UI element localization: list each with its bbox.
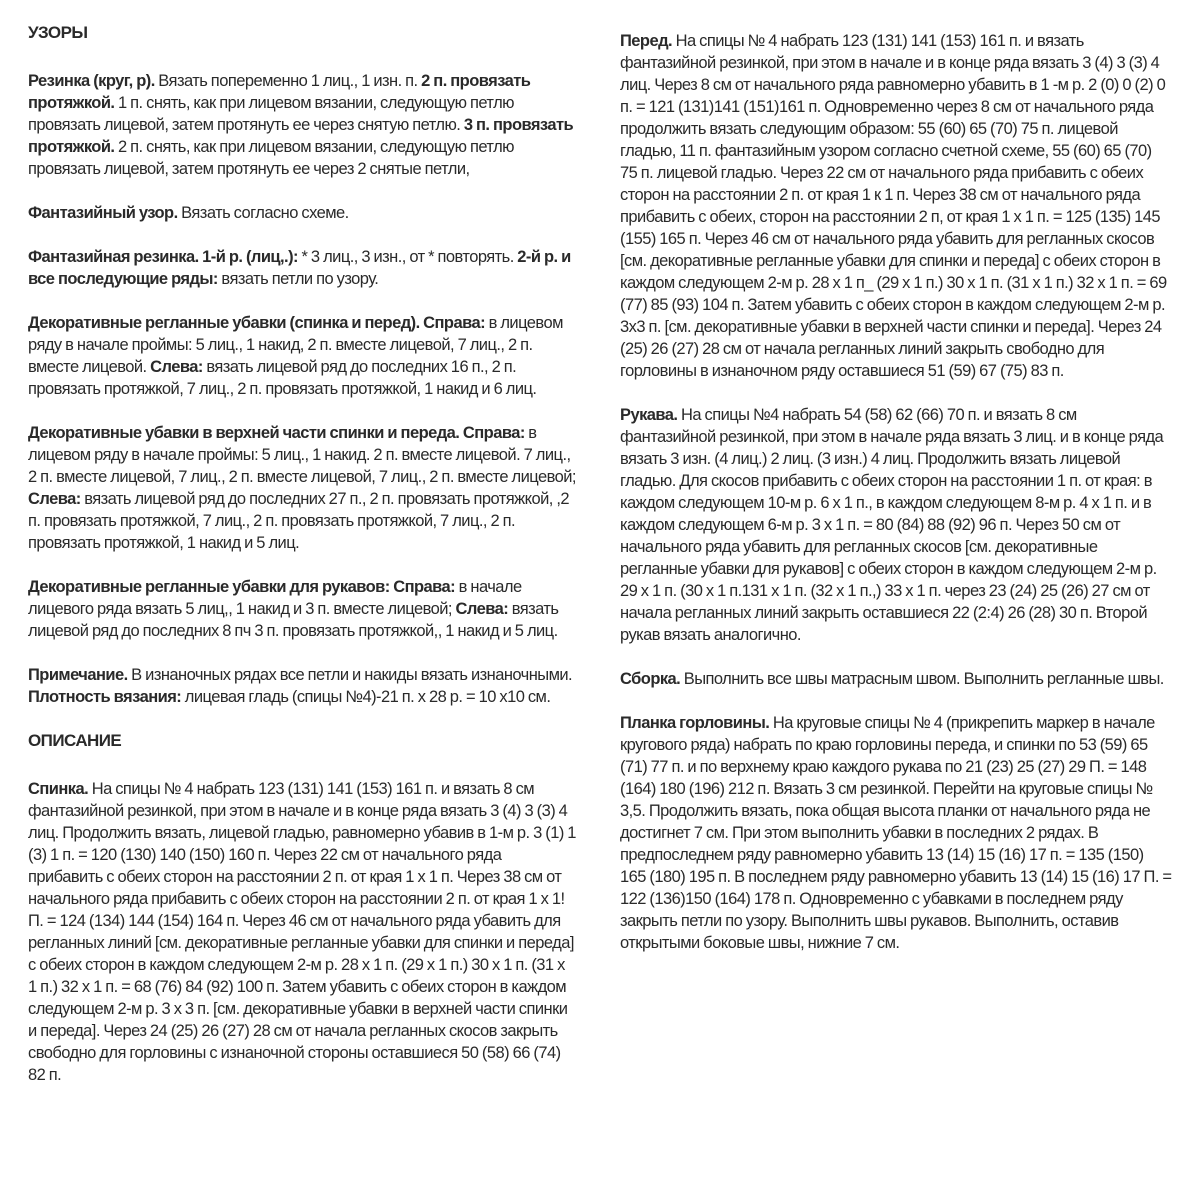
text: вязать лицевой ряд до последних 8 пч 3 п. провязать протяжкой,, 1 накид и 5 лиц. [28, 600, 559, 640]
term-left: Слева: [150, 358, 203, 376]
text: 2 п. снять, как при лицевом вязании, следующую петлю провязать лицевой, затем протянуть ее через 2 снятые петли, [28, 138, 514, 178]
text: * 3 лиц., 3 изн., от * повторять. [297, 248, 518, 266]
paragraph-sleeves [620, 404, 1172, 646]
text: вязать лицевой ряд до последних 27 п., 2 п. провязать протяжкой, ,2 п. провязать протяжкой, 7 лиц., 2 п. провязать протяжкой, 7 лиц., 2 п. провязать протяжкой, 1 накид и 5 лиц. [28, 490, 570, 552]
term-fancy-ribbing: Фантазийная резинка. 1-й р. (лиц,.): [28, 248, 298, 266]
term-note: Примечание. [28, 666, 128, 684]
paragraph-raglan-decreases-sleeves [28, 576, 576, 642]
text: На спицы № 4 набрать 123 (131) 141 (153) 161 п. и вязать 8 см фантазийной резинкой, при этом в начале и в конце ряда вязать 3 (4) 3 (3) 4 лиц. Продолжить вязать, лицевой гладью, равномерно убавив в 1-м р. 3 (1) 1 (3) 1 п. = 120 (130) 140 (150) 160 п. Через 22 см от начального ряда прибавить с обеих сторон на расстоянии 2 п. от края 1 х 1 п. Через 38 см от начального ряда прибавить с обеих сторон на расстоянии 2 п. от края 1 х 1! П. = 124 (134) 144 (154) 164 п. Через 46 см от начального ряда убавить для регланных линий [см. декоративные регланные убавки для спинки и переда] с обеих сторон в каждом следующем 2-м р. 28 х 1 п. (29 х 1 п.) 30 х 1 п. (31 х 1 п.) 32 х 1 п. = 68 (76) 84 (92) 100 п. Затем убавить с обеих сторон в каждом следующем 2-м р. 3 х 3 п. [см. декоративные убавки в верхней части спинки и переда]. Через 24 (25) 26 (27) 28 см от начала регланных скосов закрыть свободно для горловины с изнаночной стороны оставшиеся 50 (58) 66 (74) 82 п. [28, 780, 576, 1084]
term-upper-decreases: Декоративные убавки в верхней части спинки и переда. Справа: [28, 424, 525, 442]
term-sleeves: Рукава. [620, 406, 678, 424]
term-3-sts-slip-knit-pass: 3 п. провязать протяжкой. [28, 116, 574, 156]
heading-patterns: УЗОРЫ [28, 23, 88, 42]
text: вязать лицевой ряд до последних 16 п., 2 п. провязать протяжкой, 7 лиц., 2 п. провязать протяжкой, 1 накид и 6 лиц. [28, 358, 537, 398]
term-left: Слева: [455, 600, 509, 618]
term-assembly: Сборка. [620, 670, 681, 688]
text: Вязать попеременно 1 лиц., 1 изн. п. [154, 72, 422, 90]
term-ribbing-round: Резинка (круг, р). [28, 72, 155, 90]
text: вязать петли по узору. [217, 270, 379, 288]
left-column [28, 22, 576, 1108]
paragraph-back [28, 778, 576, 1086]
term-row-2: 2-й р. и все последующие ряды: [28, 248, 571, 288]
heading-description: ОПИСАНИЕ [28, 731, 122, 750]
term-gauge: Плотность вязания: [28, 688, 182, 706]
term-2-sts-slip-knit-pass: 2 п. провязать протяжкой. [28, 72, 531, 112]
term-left: Слева: [28, 490, 81, 508]
paragraph-note-gauge [28, 664, 576, 708]
paragraph-raglan-decreases-body [28, 312, 576, 400]
text: На спицы №4 набрать 54 (58) 62 (66) 70 п. и вязать 8 см фантазийной резинкой, при этом в начале ряда вязать 3 лиц. и в конце ряда вязать 3 изн. (4 лиц.) 2 лиц. (3 изн.) 4 лиц. Продолжить вязать лицевой гладью. Для скосов прибавить с обеих сторон на расстоянии 1 п. от края: в каждом следующем 10-м р. 6 х 1 п., в каждом следующем 8-м р. 4 х 1 п. и в каждом следующем 6-м р. 3 х 1 п. = 80 (84) 88 (92) 96 п. Через 50 см от начального ряда убавить для регланных скосов [см. декоративные регланные убавки для рукавов] с обеих сторон в каждом следующем 2-м р. 29 х 1 п. (30 х 1 п.131 х 1 п. (32 х 1 п.,) 33 х 1 п. через 23 (24) 25 (26) 27 см от начала регланных линий закрыть оставшиеся 22 (2:4) 26 (28) 30 п. Второй рукав вязать аналогично. [620, 406, 1164, 644]
text: Выполнить все швы матрасным швом. Выполнить регланные швы. [680, 670, 1164, 688]
paragraph-front [620, 30, 1172, 382]
term-fancy-pattern: Фантазийный узор. [28, 204, 178, 222]
paragraph-fancy-pattern [28, 202, 576, 224]
term-neckband: Планка горловины. [620, 714, 770, 732]
text: На круговые спицы № 4 (прикрепить маркер в начале кругового ряда) набрать по краю горловины переда, и спинки по 53 (59) 65 (71) 77 п. и по верхнему краю каждого рукава по 21 (23) 25 (27) 29 П. = 148 (164) 180 (196) 212 п. Вязать 3 см резинкой. Перейти на круговые спицы № 3,5. Продолжить вязать, пока общая высота планки от начального ряда не достигнет 7 см. При этом выполнить убавки в последних 2 рядах. В предпоследнем ряду равномерно убавить 13 (14) 15 (16) 17 п. = 135 (150) 165 (180) 195 п. В последнем ряду равномерно убавить 13 (14) 15 (16) 17 П. = 122 (136)150 (164) 178 п. Одновременно с убавками в последнем ряду закрыть петли по узору. Выполнить швы рукавов. Выполнить, оставив открытыми боковые швы, нижние 7 см. [620, 714, 1172, 952]
paragraph-fancy-ribbing [28, 246, 576, 290]
text: 1 п. снять, как при лицевом вязании, следующую петлю провязать лицевой, затем протянуть ее через снятую петлю. [28, 94, 514, 134]
right-column [620, 30, 1172, 976]
paragraph-neckband [620, 712, 1172, 954]
term-back: Спинка. [28, 780, 89, 798]
term-front: Перед. [620, 32, 673, 50]
text: в начале лицевого ряда вязать 5 лиц,, 1 накид и 3 п. вместе лицевой; [28, 578, 522, 618]
paragraph-ribbing-round [28, 70, 576, 180]
paragraph-assembly [620, 668, 1172, 690]
text: В изнаночных рядах все петли и накиды вязать изнаночными. [127, 666, 573, 684]
paragraph-upper-decreases [28, 422, 576, 554]
text: в лицевом ряду в начале проймы: 5 лиц., 1 накид. 2 п. вместе лицевой. 7 лиц., 2 п. вместе лицевой, 7 лиц., 2 п. вместе лицевой, 7 лиц., 2 п. вместе лицевой; [28, 424, 576, 486]
text: в лицевом ряду в начале проймы: 5 лиц., 1 накид, 2 п. вместе лицевой, 7 лиц., 2 п. вместе лицевой. [28, 314, 563, 376]
term-raglan-decreases-body: Декоративные регланные убавки (спинка и перед). Справа: [28, 314, 486, 332]
text: Вязать согласно схеме. [177, 204, 349, 222]
term-raglan-decreases-sleeves: Декоративные регланные убавки для рукавов: Справа: [28, 578, 456, 596]
text: лицевая гладь (спицы №4)-21 п. х 28 р. = 10 х10 см. [181, 688, 551, 706]
text: На спицы № 4 набрать 123 (131) 141 (153) 161 п. и вязать фантазийной резинкой, при этом в начале и в конце ряда вязать 3 (4) 3 (3) 4 лиц. Через 8 см от начального ряда равномерно убавить в 1 -м р. 2 (0) 0 (2) 0 п. = 121 (131)141 (151)161 п. Одновременно через 8 см от начального ряда продолжить вязать следующим образом: 55 (60) 65 (70) 75 п. лицевой гладью, 11 п. фантазийным узором согласно счетной схеме, 55 (60) 65 (70) 75 п. лицевой гладью. Через 22 см от начального ряда прибавить с обеих сторон на расстоянии 2 п. от края 1 к 1 п. Через 38 см от начального ряда прибавить с обеих, сторон на расстоянии 2 п, от края 1 х 1 п. = 125 (135) 145 (155) 165 п. Через 46 см от начального ряда убавить для регланных скосов [см. декоративные регланные убавки для спинки и переда] с обеих сторон в каждом следующем 2-м р. 28 х 1 п_ (29 х 1 п.) 30 х 1 п. (31 х 1 п.) 32 х 1 п. = 69 (77) 85 (93) 104 п. Затем убавить с обеих сторон в каждом следующем 2-м р. 3х3 п. [см. декоративные убавки в верхней части спинки и переда]. Через 24 (25) 26 (27) 28 см от начала регланных линий закрыть свободно для горловины в изнаночном ряду оставшиеся 51 (59) 67 (75) 83 п. [620, 32, 1167, 380]
